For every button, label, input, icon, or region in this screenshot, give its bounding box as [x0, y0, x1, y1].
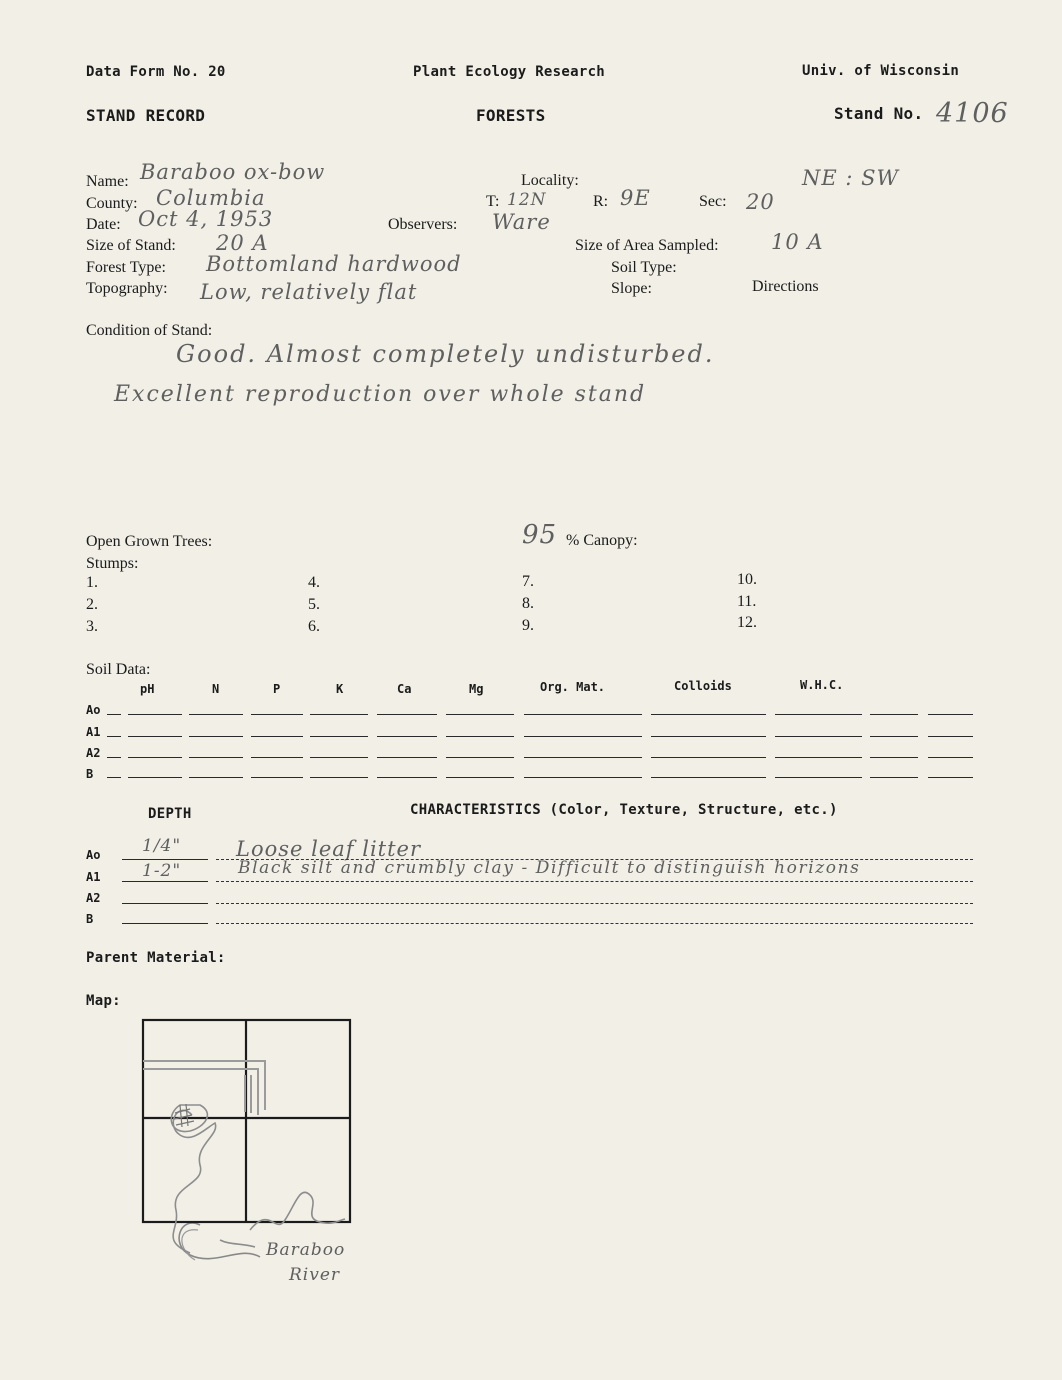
soil-grid-line	[775, 714, 862, 715]
soil-grid-lead	[107, 757, 121, 758]
stump-3: 3.	[86, 618, 98, 635]
soil-col-ca: Ca	[397, 682, 412, 696]
river-meander	[250, 1192, 345, 1230]
canopy-label: % Canopy:	[566, 532, 638, 549]
depth-a1-value: 1-2"	[142, 861, 182, 881]
map-label: Map:	[86, 993, 121, 1009]
t-value: 12N	[507, 190, 547, 210]
name-label: Name:	[86, 173, 129, 190]
sec-label: Sec:	[699, 193, 727, 210]
forest-type-value: Bottomland hardwood	[206, 252, 462, 276]
soil-col-org: Org. Mat.	[540, 680, 606, 694]
stand-no-value: 4106	[936, 98, 1009, 129]
soil-grid-lead	[107, 714, 121, 715]
area-label: Size of Area Sampled:	[575, 237, 719, 254]
depth-row-a1: A1	[86, 870, 101, 884]
soil-grid-line	[928, 714, 973, 715]
stump-6: 6.	[308, 618, 320, 635]
soil-row-ao: Ao	[86, 703, 101, 717]
soil-grid-line	[189, 714, 243, 715]
soil-grid-line	[524, 736, 642, 737]
soil-grid-line	[651, 757, 766, 758]
depth-ao-value: 1/4"	[142, 836, 182, 856]
soil-grid-line	[189, 736, 243, 737]
university: Univ. of Wisconsin	[802, 63, 960, 79]
soil-grid-line	[189, 777, 243, 778]
depth-row-ao: Ao	[86, 848, 101, 862]
depth-row-a2: A2	[86, 891, 101, 905]
soil-col-colloids: Colloids	[674, 679, 732, 693]
soil-grid-line	[310, 714, 368, 715]
directions-label: Directions	[752, 278, 819, 295]
parent-material-label: Parent Material:	[86, 950, 226, 966]
soil-grid-line	[651, 714, 766, 715]
county-value: Columbia	[156, 186, 266, 210]
depth-line	[122, 859, 208, 860]
characteristics-label: CHARACTERISTICS (Color, Texture, Structure, etc.)	[410, 802, 838, 818]
stump-5: 5.	[308, 596, 320, 613]
stump-12: 12.	[737, 614, 757, 631]
soil-grid-line	[446, 736, 514, 737]
soil-type-label: Soil Type:	[611, 259, 677, 276]
stump-2: 2.	[86, 596, 98, 613]
stump-4: 4.	[308, 574, 320, 591]
depth-row-b: B	[86, 912, 94, 926]
characteristics-line	[216, 903, 973, 904]
characteristics-line	[216, 881, 973, 882]
soil-grid-line	[775, 757, 862, 758]
soil-grid-line	[928, 777, 973, 778]
map-river-label-1: Baraboo	[266, 1240, 346, 1260]
department: Plant Ecology Research	[413, 64, 606, 80]
depth-line	[122, 903, 208, 904]
stump-9: 9.	[522, 617, 534, 634]
soil-grid-line	[128, 736, 182, 737]
soil-row-a1: A1	[86, 725, 101, 739]
soil-grid-line	[446, 714, 514, 715]
soil-grid-line	[310, 777, 368, 778]
soil-grid-line	[928, 757, 973, 758]
locality-label: Locality:	[521, 172, 579, 189]
depth-line	[122, 881, 208, 882]
t-label: T:	[486, 193, 500, 210]
soil-grid-line	[870, 714, 918, 715]
size-value: 20 A	[216, 231, 269, 255]
stump-7: 7.	[522, 573, 534, 590]
soil-grid-line	[377, 736, 437, 737]
map-river-label-2: River	[289, 1265, 341, 1285]
forests-title: FORESTS	[476, 106, 546, 125]
soil-grid-line	[377, 714, 437, 715]
soil-data-label: Soil Data:	[86, 661, 151, 678]
soil-grid-line	[128, 777, 182, 778]
forest-type-label: Forest Type:	[86, 259, 166, 276]
soil-col-whc: W.H.C.	[800, 678, 844, 692]
topography-label: Topography:	[86, 280, 168, 297]
county-label: County:	[86, 195, 138, 212]
soil-grid-line	[524, 714, 642, 715]
soil-grid-line	[128, 714, 182, 715]
open-grown-label: Open Grown Trees:	[86, 533, 213, 550]
soil-row-a2: A2	[86, 746, 101, 760]
soil-grid-line	[870, 757, 918, 758]
size-label: Size of Stand:	[86, 237, 176, 254]
date-label: Date:	[86, 216, 121, 233]
soil-col-p: P	[273, 682, 281, 696]
stump-8: 8.	[522, 595, 534, 612]
char-ao-value: Loose leaf litter	[236, 837, 421, 861]
soil-grid-line	[446, 757, 514, 758]
topography-value: Low, relatively flat	[200, 280, 418, 304]
soil-grid-line	[310, 757, 368, 758]
soil-col-n: N	[212, 682, 220, 696]
slope-label: Slope:	[611, 280, 652, 297]
stump-10: 10.	[737, 571, 757, 588]
observers-value: Ware	[492, 210, 551, 234]
condition-line-1: Good. Almost completely undisturbed.	[176, 340, 715, 368]
soil-grid-line	[251, 757, 303, 758]
observers-label: Observers:	[388, 216, 458, 233]
soil-col-ph: pH	[140, 682, 155, 696]
soil-grid-line	[870, 736, 918, 737]
soil-grid-line	[128, 757, 182, 758]
soil-grid-line	[310, 736, 368, 737]
stand-no-label: Stand No.	[834, 104, 924, 123]
soil-grid-lead	[107, 736, 121, 737]
depth-label: DEPTH	[148, 806, 192, 822]
soil-grid-line	[377, 757, 437, 758]
date-value: Oct 4, 1953	[138, 207, 274, 231]
r-value: 9E	[620, 186, 651, 210]
condition-label: Condition of Stand:	[86, 322, 213, 339]
locality-value: NE : SW	[802, 166, 900, 190]
soil-grid-line	[524, 777, 642, 778]
soil-grid-line	[928, 736, 973, 737]
canopy-value: 95	[522, 520, 558, 550]
soil-grid-line	[377, 777, 437, 778]
soil-grid-line	[189, 757, 243, 758]
soil-grid-line	[775, 777, 862, 778]
sec-value: 20	[746, 190, 775, 214]
soil-grid-line	[251, 714, 303, 715]
char-a1-value: Black silt and crumbly clay - Difficult to distinguish horizons	[238, 858, 861, 878]
soil-col-k: K	[336, 682, 344, 696]
stump-11: 11.	[737, 593, 757, 610]
name-value: Baraboo ox-bow	[140, 160, 326, 184]
condition-line-2: Excellent reproduction over whole stand	[114, 382, 647, 407]
stumps-label: Stumps:	[86, 555, 139, 572]
soil-grid-line	[870, 777, 918, 778]
area-value: 10 A	[771, 230, 824, 254]
soil-grid-line	[651, 777, 766, 778]
depth-line	[122, 923, 208, 924]
soil-grid-line	[775, 736, 862, 737]
characteristics-line	[216, 923, 973, 924]
soil-col-mg: Mg	[469, 682, 484, 696]
record-title: STAND RECORD	[86, 106, 206, 125]
r-label: R:	[593, 193, 609, 210]
stump-1: 1.	[86, 574, 98, 591]
soil-grid-line	[251, 777, 303, 778]
soil-grid-line	[524, 757, 642, 758]
characteristics-line	[216, 859, 973, 860]
soil-row-b: B	[86, 767, 94, 781]
soil-grid-lead	[107, 777, 121, 778]
soil-grid-line	[251, 736, 303, 737]
soil-grid-line	[651, 736, 766, 737]
soil-grid-line	[446, 777, 514, 778]
form-number: Data Form No. 20	[86, 64, 226, 80]
